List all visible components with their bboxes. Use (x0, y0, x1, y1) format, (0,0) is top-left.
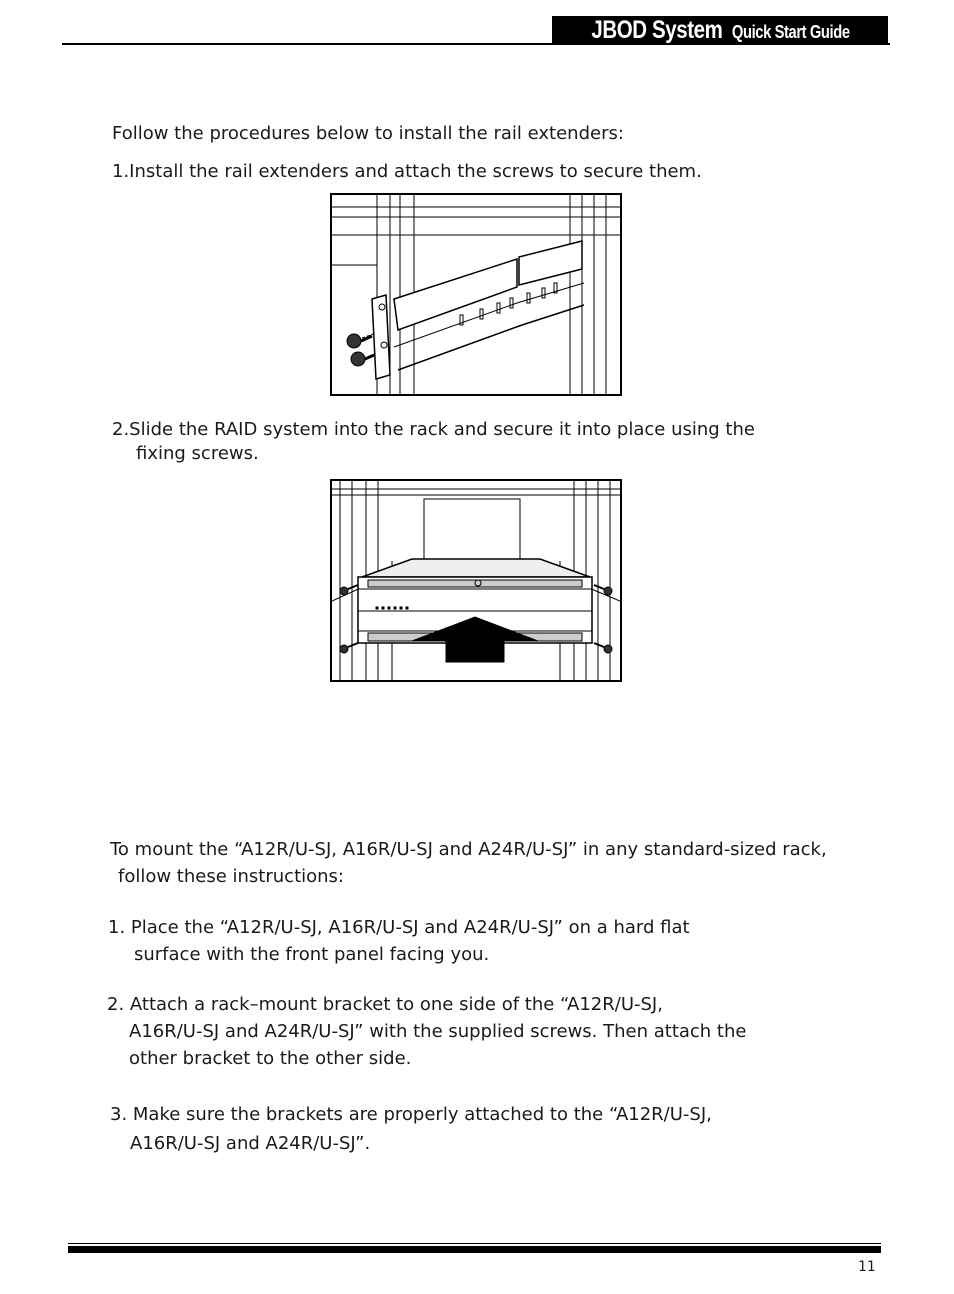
rack-slide-illustration (332, 481, 620, 680)
section2-step3-line2: A16R/U-SJ and A24R/U-SJ”. (130, 1133, 371, 1154)
section1-step2-line1: 2.Slide the RAID system into the rack and secure it into place using the (112, 419, 755, 440)
figure-rail-extenders (330, 193, 622, 396)
rail-extender-illustration (332, 195, 620, 394)
footer-rule-thick (68, 1246, 881, 1253)
section2-step3-line1: 3. Make sure the brackets are properly attached to the “A12R/U-SJ, (110, 1104, 712, 1125)
section2-step2-line3: other bracket to the other side. (129, 1048, 412, 1069)
page-number: 11 (858, 1259, 876, 1275)
figure-slide-into-rack (330, 479, 622, 682)
section2-intro-line2: follow these instructions: (118, 866, 344, 887)
section1-step1: 1.Install the rail extenders and attach the screws to secure them. (112, 161, 702, 182)
section2-step2-line2: A16R/U-SJ and A24R/U-SJ” with the supplied screws. Then attach the (129, 1021, 747, 1042)
section1-step2-line2: fixing screws. (136, 443, 259, 464)
section2-step1-line2: surface with the front panel facing you. (134, 944, 490, 965)
section2-step2-line1: 2. Attach a rack–mount bracket to one side of the “A12R/U-SJ, (107, 994, 663, 1015)
footer-rule-thin (68, 1243, 881, 1244)
header-title-box (552, 16, 888, 45)
section2-step1-line1: 1. Place the “A12R/U-SJ, A16R/U-SJ and A24R/U-SJ” on a hard flat (108, 917, 690, 938)
section1-intro: Follow the procedures below to install the rail extenders: (112, 123, 624, 144)
section2-intro-line1: To mount the “A12R/U-SJ, A16R/U-SJ and A24R/U-SJ” in any standard-sized rack, (110, 839, 827, 860)
header-subtitle: Quick Start Guide (732, 22, 850, 42)
header-title: JBOD System (591, 16, 723, 44)
